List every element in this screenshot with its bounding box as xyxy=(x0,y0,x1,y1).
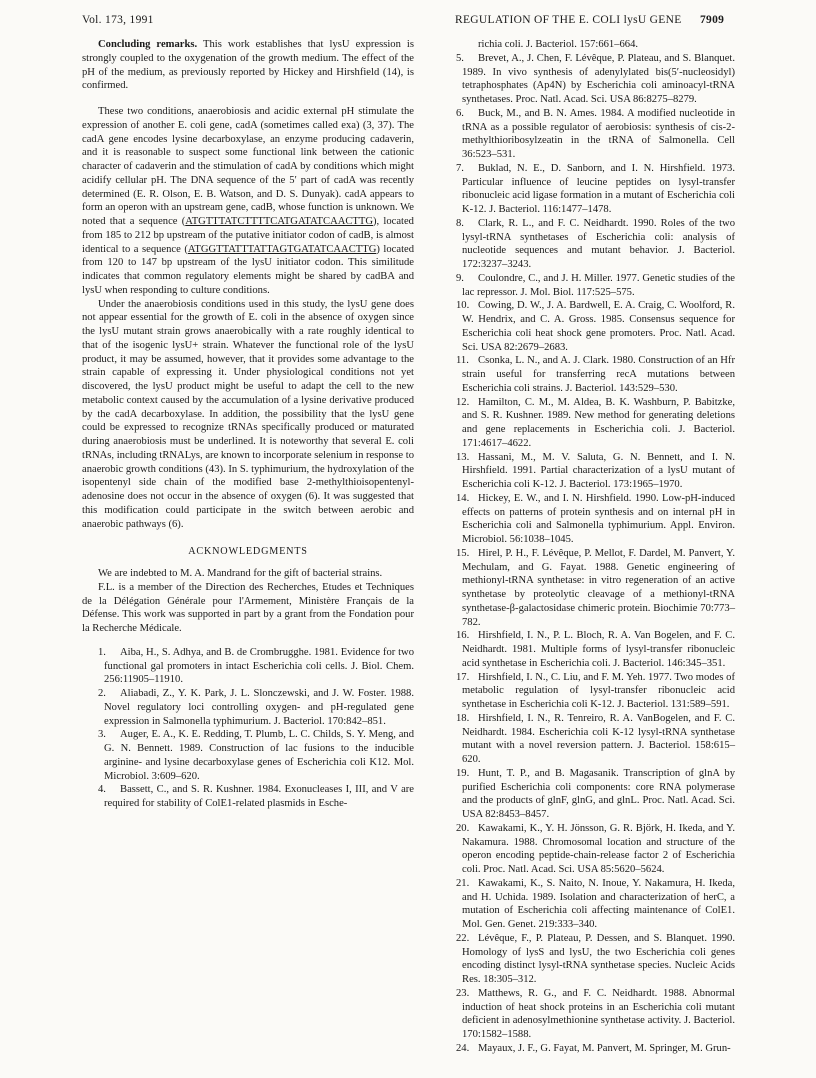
reference-number: 13. xyxy=(456,451,470,463)
reference-text: Auger, E. A., K. E. Redding, T. Plumb, L. C. Childs, S. Y. Meng, and G. N. Bennett. 1989. Construction of lac fusions to the inducible arginine- and lysine decarboxylase genes of Escherichia coli K12. Mol. Microbiol. 3:609–620. xyxy=(104,729,414,782)
paragraph-anaerobiosis: Under the anaerobiosis conditions used in this study, the lysU gene does not appear essential for the growth of E. coli in the absence of oxygen since the lysU mutant strain grows anaerobically with a rate roughly identical to that of the isogenic lysU+ strain. Whatever the functional role of the lysU product, it may be assumed, however, that it provides some advantage to the strain capable of expressing it. Under physiological conditions not yet discovered, the lysU product might be useful to adapt the cell to the new metabolic context caused by the accumulation of a lysine derivative produced by the cadA decarboxylase. In addition, the possibility that the lysU gene could be expressed to recognize tRNAs specifically produced or maturated during anaerobiosis must be underlined. It is noteworthy that several E. coli tRNAs, including tRNALys, are known to incorporate selenium in response to anaerobic growth conditions (43). In S. typhimurium, the hydroxylation of the isopentenyl side chain of the modified base 2-methylthioisopentenyl-adenosine does not occur in the absence of oxygen (6). It was suggested that this modification could participate in the switch between aerobic and anaerobic pathways (6). xyxy=(82,298,414,530)
reference-text: Hickey, E. W., and I. N. Hirshfield. 1990. Low-pH-induced effects on patterns of protein synthesis and on internal pH in Escherichia coli and Salmonella typhimurium. Appl. Environ. Microbiol. 56:1038–1045. xyxy=(462,492,735,545)
reference-item xyxy=(440,299,735,354)
reference-number: 14. xyxy=(456,492,470,504)
reference-text: Hassani, M., M. V. Saluta, G. N. Bennett, and I. N. Hirshfield. 1991. Partial characterization of a lysU mutant of Escherichia coli K-12. J. Bacteriol. 173:1965–1970. xyxy=(462,451,735,490)
reference-number: 7. xyxy=(456,162,464,174)
reference-text: Lévêque, F., P. Plateau, P. Dessen, and S. Blanquet. 1990. Homology of lysS and lysU, the two Escherichia coli genes encoding distinct lysyl-tRNA synthetase species. Nucleic Acids Res. 18:305–312. xyxy=(462,932,735,985)
reference-item xyxy=(440,877,735,932)
reference-item xyxy=(440,671,735,712)
reference-item xyxy=(440,354,735,395)
reference-item xyxy=(82,646,414,687)
reference-list-left xyxy=(82,646,414,811)
reference-text: Csonka, L. N., and A. J. Clark. 1980. Construction of an Hfr strain useful for transferring recA mutations between Escherichia coli strains. J. Bacteriol. 143:529–530. xyxy=(462,355,735,394)
acknowledgment-2: F.L. is a member of the Direction des Recherches, Etudes et Techniques de la Délégation Générale pour l'Armement, Ministère Français de la Défense. This work was supported in part by a grant from the Fondation pour la Recherche Médicale. xyxy=(82,581,414,634)
reference-number: 5. xyxy=(456,52,464,64)
reference-number: 24. xyxy=(456,1042,470,1054)
paragraph-cada xyxy=(82,105,414,298)
reference-number: 4. xyxy=(98,784,106,796)
reference-number: 11. xyxy=(456,355,469,367)
sequence-lysu: ATGGTTATTTATTAGTGATATCAACTTG xyxy=(187,243,377,255)
reference-item xyxy=(440,217,735,272)
paragraph-cada-part-c: ) located from 120 to 147 bp upstream of the lysU initiator codon. This similitude indicates that common regulatory elements might be shared by cadBA and lysU when responding to culture conditions. xyxy=(82,243,415,296)
reference-item xyxy=(440,987,735,1042)
reference-item xyxy=(440,396,735,451)
reference-number: 12. xyxy=(456,396,470,408)
reference-item xyxy=(440,451,735,492)
reference-text: Hirshfield, I. N., P. L. Bloch, R. A. Van Bogelen, and F. C. Neidhardt. 1981. Multiple forms of lysyl-transfer ribonucleic acid synthetase in Escherichia coli. J. Bacteriol. 146:345–351. xyxy=(462,630,735,669)
reference-item xyxy=(440,52,735,107)
paragraph-cada-part-b: ), located from 185 to 212 bp upstream of the putative initiator codon of cadB, is almost identical to a sequence ( xyxy=(82,216,414,255)
reference-number: 9. xyxy=(456,272,464,284)
running-head-volume: Vol. 173, 1991 xyxy=(82,14,154,26)
reference-item xyxy=(440,547,735,630)
reference-number: 23. xyxy=(456,987,470,999)
reference-text: Brevet, A., J. Chen, F. Lévêque, P. Plateau, and S. Blanquet. 1989. In vivo synthesis of adenylylated bis(5′-nucleosidyl) tetraphosphates (Ap4N) by Escherichia coli aminoacyl-tRNA synthetases. Proc. Natl. Acad. Sci. USA 86:8275–8279. xyxy=(462,52,735,105)
reference-text: Clark, R. L., and F. C. Neidhardt. 1990. Roles of the two lysyl-tRNA synthetases of Escherichia coli: analysis of nucleotide sequences and mutant behavior. J. Bacteriol. 172:3237–3243. xyxy=(462,217,735,270)
reference-number: 21. xyxy=(456,877,470,889)
reference-item xyxy=(440,932,735,987)
reference-number: 1. xyxy=(98,646,106,658)
reference-item xyxy=(440,1042,735,1056)
reference-text: Hirel, P. H., F. Lévêque, P. Mellot, F. Dardel, M. Panvert, Y. Mechulam, and G. Fayat. 1988. Genetic engineering of methionyl-tRNA synthetase: in vitro regeneration of an active synthetase by proteolytic cleavage of a methionyl-tRNA synthetase-β-galactosidase chimeric protein. Biochimie 70:773–782. xyxy=(462,547,735,628)
sequence-cadb: ATGTTTATCTTTTCATGATATCAACTTG xyxy=(185,216,374,227)
reference-item xyxy=(82,687,414,728)
reference-4-continued: richia coli. J. Bacteriol. 157:661–664. xyxy=(478,39,639,50)
reference-item xyxy=(440,629,735,670)
reference-text: Buck, M., and B. N. Ames. 1984. A modified nucleotide in tRNA as a possible regulator of aerobiosis: synthesis of cis-2-methylthioribosylzeatin in the tRNA of Salmonella. Cell 36:523–531. xyxy=(462,107,735,160)
reference-item xyxy=(440,272,735,300)
running-head-title: REGULATION OF THE E. COLI lysU GENE xyxy=(455,14,682,26)
reference-item xyxy=(440,107,735,162)
reference-number: 6. xyxy=(456,107,464,119)
reference-item xyxy=(440,492,735,547)
reference-number: 15. xyxy=(456,547,470,559)
reference-text: Matthews, R. G., and F. C. Neidhardt. 1988. Abnormal induction of heat shock proteins in an Escherichia coli mutant deficient in adenosylmethionine synthetase activity. J. Bacteriol. 170:1582–1588. xyxy=(462,987,735,1040)
reference-text: Aliabadi, Z., Y. K. Park, J. L. Slonczewski, and J. W. Foster. 1988. Novel regulatory loci controlling oxygen- and pH-regulated gene expression in Salmonella typhimurium. J. Bacteriol. 170:842–851. xyxy=(104,688,414,727)
reference-text: Cowing, D. W., J. A. Bardwell, E. A. Craig, C. Woolford, R. W. Hendrix, and C. A. Gross. 1985. Consensus sequence for Escherichia coli heat shock gene promoters. Proc. Natl. Acad. Sci. USA 82:2679–2683. xyxy=(462,300,735,353)
reference-item xyxy=(440,162,735,217)
reference-text: Hirshfield, I. N., R. Tenreiro, R. A. VanBogelen, and F. C. Neidhardt. 1984. Escherichia coli K-12 lysyl-tRNA synthetase mutant with a novel reversion pattern. J. Bacteriol. 158:615–620. xyxy=(462,712,735,765)
acknowledgment-1: We are indebted to M. A. Mandrand for the gift of bacterial strains. xyxy=(98,568,383,579)
reference-item xyxy=(440,822,735,877)
concluding-heading: Concluding remarks. xyxy=(98,39,198,50)
reference-number: 16. xyxy=(456,630,470,642)
reference-number: 19. xyxy=(456,767,470,779)
reference-list-right xyxy=(440,52,735,1056)
reference-number: 3. xyxy=(98,729,106,741)
reference-text: Kawakami, K., Y. H. Jönsson, G. R. Björk, H. Ikeda, and Y. Nakamura. 1988. Chromosomal location and structure of the operon encoding peptide-chain-release factor 2 of Escherichia coli. Proc. Natl. Acad. Sci. USA 85:5620–5624. xyxy=(462,822,735,875)
page-number: 7909 xyxy=(700,14,725,26)
reference-item xyxy=(82,783,414,811)
right-column xyxy=(440,38,735,1056)
reference-number: 18. xyxy=(456,712,470,724)
reference-text: Mayaux, J. F., G. Fayat, M. Panvert, M. Springer, M. Grun- xyxy=(478,1042,731,1054)
reference-item xyxy=(440,767,735,822)
reference-item xyxy=(82,728,414,783)
reference-text: Aiba, H., S. Adhya, and B. de Crombrugghe. 1981. Evidence for two functional gal promoters in intact Escherichia coli cells. J. Biol. Chem. 256:11905–11910. xyxy=(104,646,414,686)
reference-text: Hunt, T. P., and B. Magasanik. Transcription of glnA by purified Escherichia coli components: core RNA polymerase and the products of glnF, glnG, and glnL. Proc. Natl. Acad. Sci. USA 82:8453–8457. xyxy=(462,767,735,820)
left-column xyxy=(82,38,414,811)
reference-number: 17. xyxy=(456,671,470,683)
reference-text: Kawakami, K., S. Naito, N. Inoue, Y. Nakamura, H. Ikeda, and H. Uchida. 1989. Isolation and characterization of herC, a mutation of Escherichia coli affecting maintenance of ColE1. Mol. Gen. Genet. 219:333–340. xyxy=(462,877,735,930)
concluding-text: This work establishes that lysU expression is strongly coupled to the oxygenation of the growth medium. The effect of the pH of the medium, as previously reported by Hickey and Hirshfield (14), is confirmed. xyxy=(82,39,414,92)
reference-number: 2. xyxy=(98,688,106,699)
reference-text: Coulondre, C., and J. H. Miller. 1977. Genetic studies of the lac repressor. J. Mol. Biol. 117:525–575. xyxy=(462,272,735,298)
paragraph-cada-part-a: These two conditions, anaerobiosis and acidic external pH stimulate the expression of another E. coli gene, cadA (sometimes called exa) (3, 37). The cadA gene encodes lysine decarboxylase, an enzyme producing cadaverin, and it is reasonable to suspect some functional link between the cationic character of cadaverin and the stimulation of cadA by conditions which might acidify cellular pH. The DNA sequence of the 5′ part of cadA was recently determined (E. R. Olson, E. B. Watson, and D. S. Dunyak). cadA appears to form an operon with an upstream gene, cadB, whose function is unknown. We noted that a sequence ( xyxy=(82,106,414,227)
reference-number: 22. xyxy=(456,932,470,944)
reference-text: Buklad, N. E., D. Sanborn, and I. N. Hirshfield. 1973. Particular influence of leucine peptides on lysyl-transfer ribonucleic acid ligase formation in a mutant of Escherichia coli K-12. J. Bacteriol. 116:1477–1478. xyxy=(462,162,735,215)
reference-text: Bassett, C., and S. R. Kushner. 1984. Exonucleases I, III, and V are required for stability of ColE1-related plasmids in Esche- xyxy=(104,784,414,809)
reference-number: 20. xyxy=(456,822,470,834)
reference-text: Hirshfield, I. N., C. Liu, and F. M. Yeh. 1977. Two modes of metabolic regulation of lysyl-transfer ribonucleic acid synthetase in Escherichia coli K-12. J. Bacteriol. 131:589–591. xyxy=(462,671,735,710)
reference-item xyxy=(440,712,735,767)
reference-number: 10. xyxy=(456,300,470,312)
reference-text: Hamilton, C. M., M. Aldea, B. K. Washburn, P. Babitzke, and S. R. Kushner. 1989. New method for generating deletions and gene replacements in Escherichia coli. J. Bacteriol. 171:4617–4622. xyxy=(462,396,735,449)
concluding-remarks xyxy=(82,38,414,93)
reference-number: 8. xyxy=(456,217,464,229)
acknowledgments-heading: ACKNOWLEDGMENTS xyxy=(188,546,308,558)
